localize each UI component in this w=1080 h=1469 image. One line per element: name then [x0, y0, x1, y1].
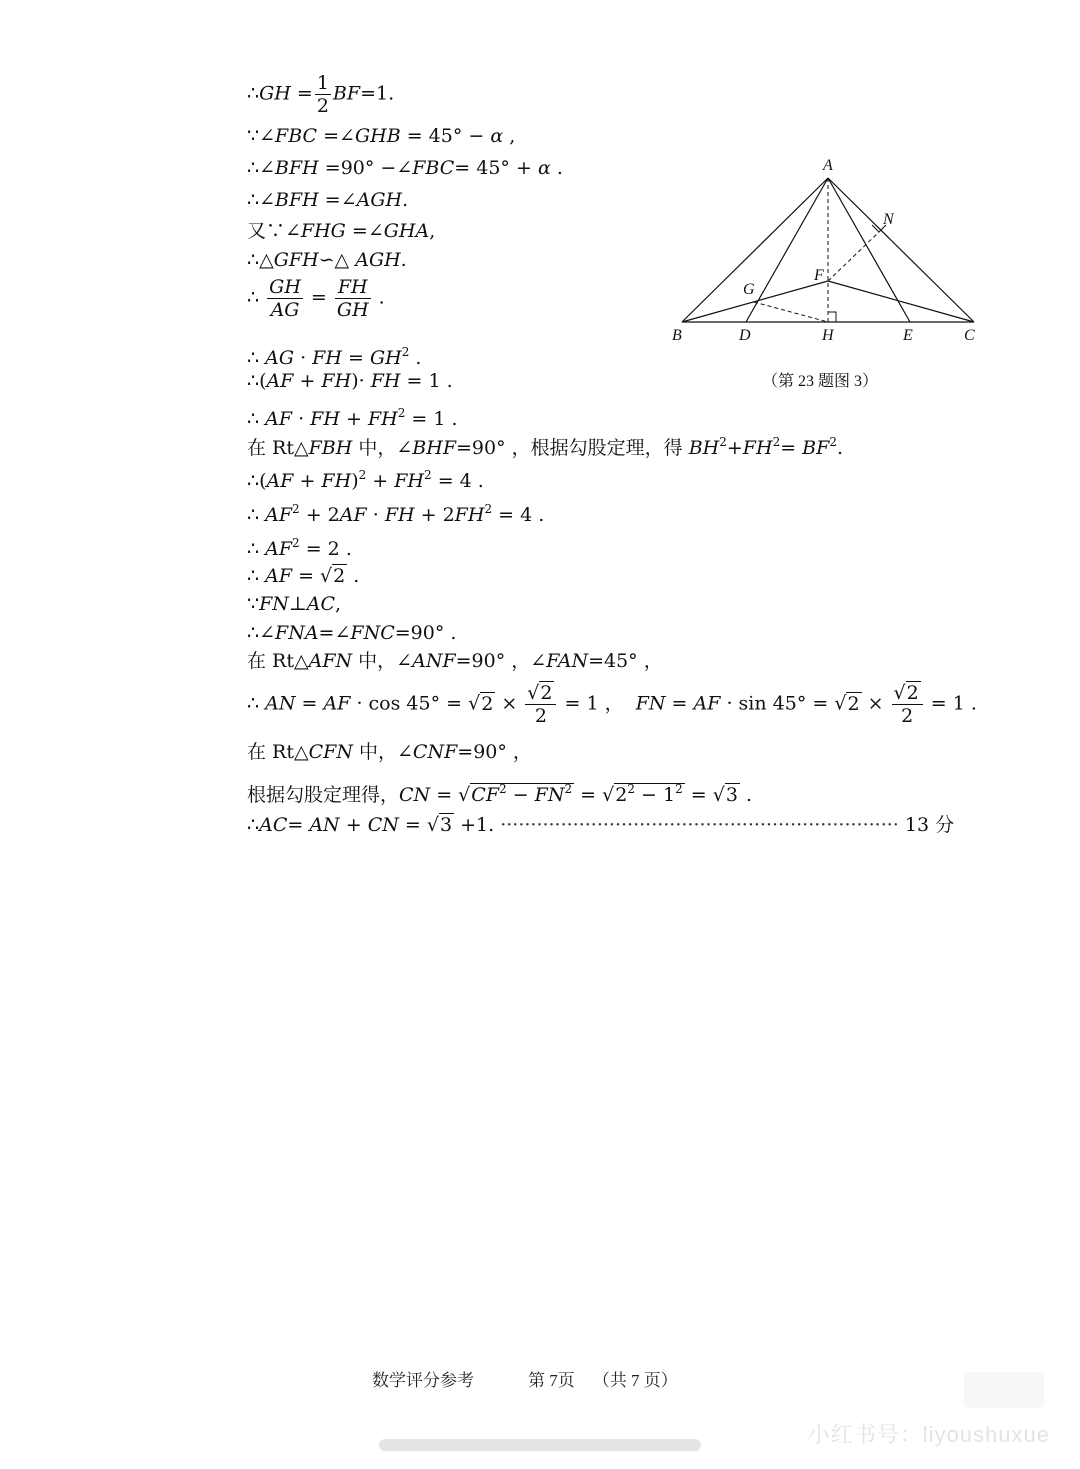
side-ac [828, 178, 974, 322]
label-n: N [883, 211, 894, 228]
watermark-logo [964, 1372, 1044, 1408]
step-17: ∴∠FNA=∠FNC=90° . [247, 622, 457, 644]
footer-total: （共 7 页） [592, 1371, 678, 1390]
label-c: C [964, 327, 975, 344]
label-h: H [822, 327, 834, 344]
step-10: ∴ AF · FH + $FH^2 = 1$ . [247, 406, 458, 430]
step-3: ∴∠BFH =90° −∠FBC= 45° + α . [247, 157, 563, 179]
line-fn [828, 232, 879, 281]
step-5: 又∵∠FHG =∠GHA, [247, 220, 436, 242]
step-9: ∴(AF + FH)· FH = 1 . [247, 370, 453, 392]
figure-svg [668, 150, 998, 350]
step-15: ∴ AF = √2 . [247, 565, 360, 587]
step-22: ∴AC= AN + CN = √3 +1. ·································································· 13 分 [247, 814, 955, 836]
step-8: ∴ AG · FH = $GH^2$ . [247, 345, 422, 369]
watermark-text: 小红书号：liyoushuxue [807, 1422, 1050, 1447]
step-7: ∴ $\frac{GH}{AG}$ = $\frac{FH}{GH}$ . [247, 276, 385, 321]
step-18: 在 Rt△AFN 中，∠ANF=90° ，∠FAN=45° ， [247, 650, 663, 672]
step-11: 在 Rt△FBH 中，∠BHF=90° ，根据勾股定理，得 $BH^2+FH^2= BF^2$. [247, 435, 844, 459]
triangle-figure [668, 150, 998, 354]
home-indicator[interactable] [379, 1439, 701, 1451]
line-fc [828, 281, 974, 322]
right-angle-h [828, 312, 836, 322]
step-1: ∴GH = $\frac{1}{2}$ BF=1. [247, 72, 395, 117]
step-4: ∴∠BFH =∠AGH. [247, 189, 409, 211]
step-16: ∵FN⊥AC, [247, 593, 342, 615]
side-ab [682, 178, 828, 322]
score-text: 13 分 [904, 814, 955, 836]
step-13: ∴ $AF^2 + 2AF$ · FH + $2FH^2 = 4$ . [247, 502, 545, 526]
label-g: G [743, 281, 755, 298]
footer-title: 数学评分参考 [372, 1371, 474, 1390]
footer-page: 第 7页 [528, 1371, 575, 1390]
step-21: 根据勾股定理得，CN = $√CF^2 - FN^2 = √2^2 - 1^2 = √3$ . [247, 782, 752, 806]
label-a: A [823, 157, 833, 174]
figure-caption: （第 23 题图 3） [762, 373, 879, 390]
label-d: D [739, 327, 751, 344]
label-e: E [903, 327, 913, 344]
step-6: ∴△GFH∽△ AGH. [247, 249, 407, 271]
label-b: B [672, 327, 682, 344]
step-14: ∴ $AF^2 = 2$ . [247, 536, 352, 560]
line-gh [754, 302, 828, 322]
step-12: ∴(AF + $FH)^2 + FH^2 = 4$ . [247, 468, 484, 492]
step-2: ∵∠FBC =∠GHB = 45° − α , [247, 125, 516, 147]
line-bf [682, 281, 828, 322]
step-19: ∴ AN = AF · cos 45° = √2 × $\frac{√2}{2}$ = 1 ， FN = AF · sin 45° = √2 × $\frac{√2}{2}$ = 1 . [247, 682, 977, 727]
page-footer [372, 1366, 732, 1391]
label-f: F [814, 267, 824, 284]
step-20: 在 Rt△CFN 中，∠CNF=90° ， [247, 741, 532, 763]
